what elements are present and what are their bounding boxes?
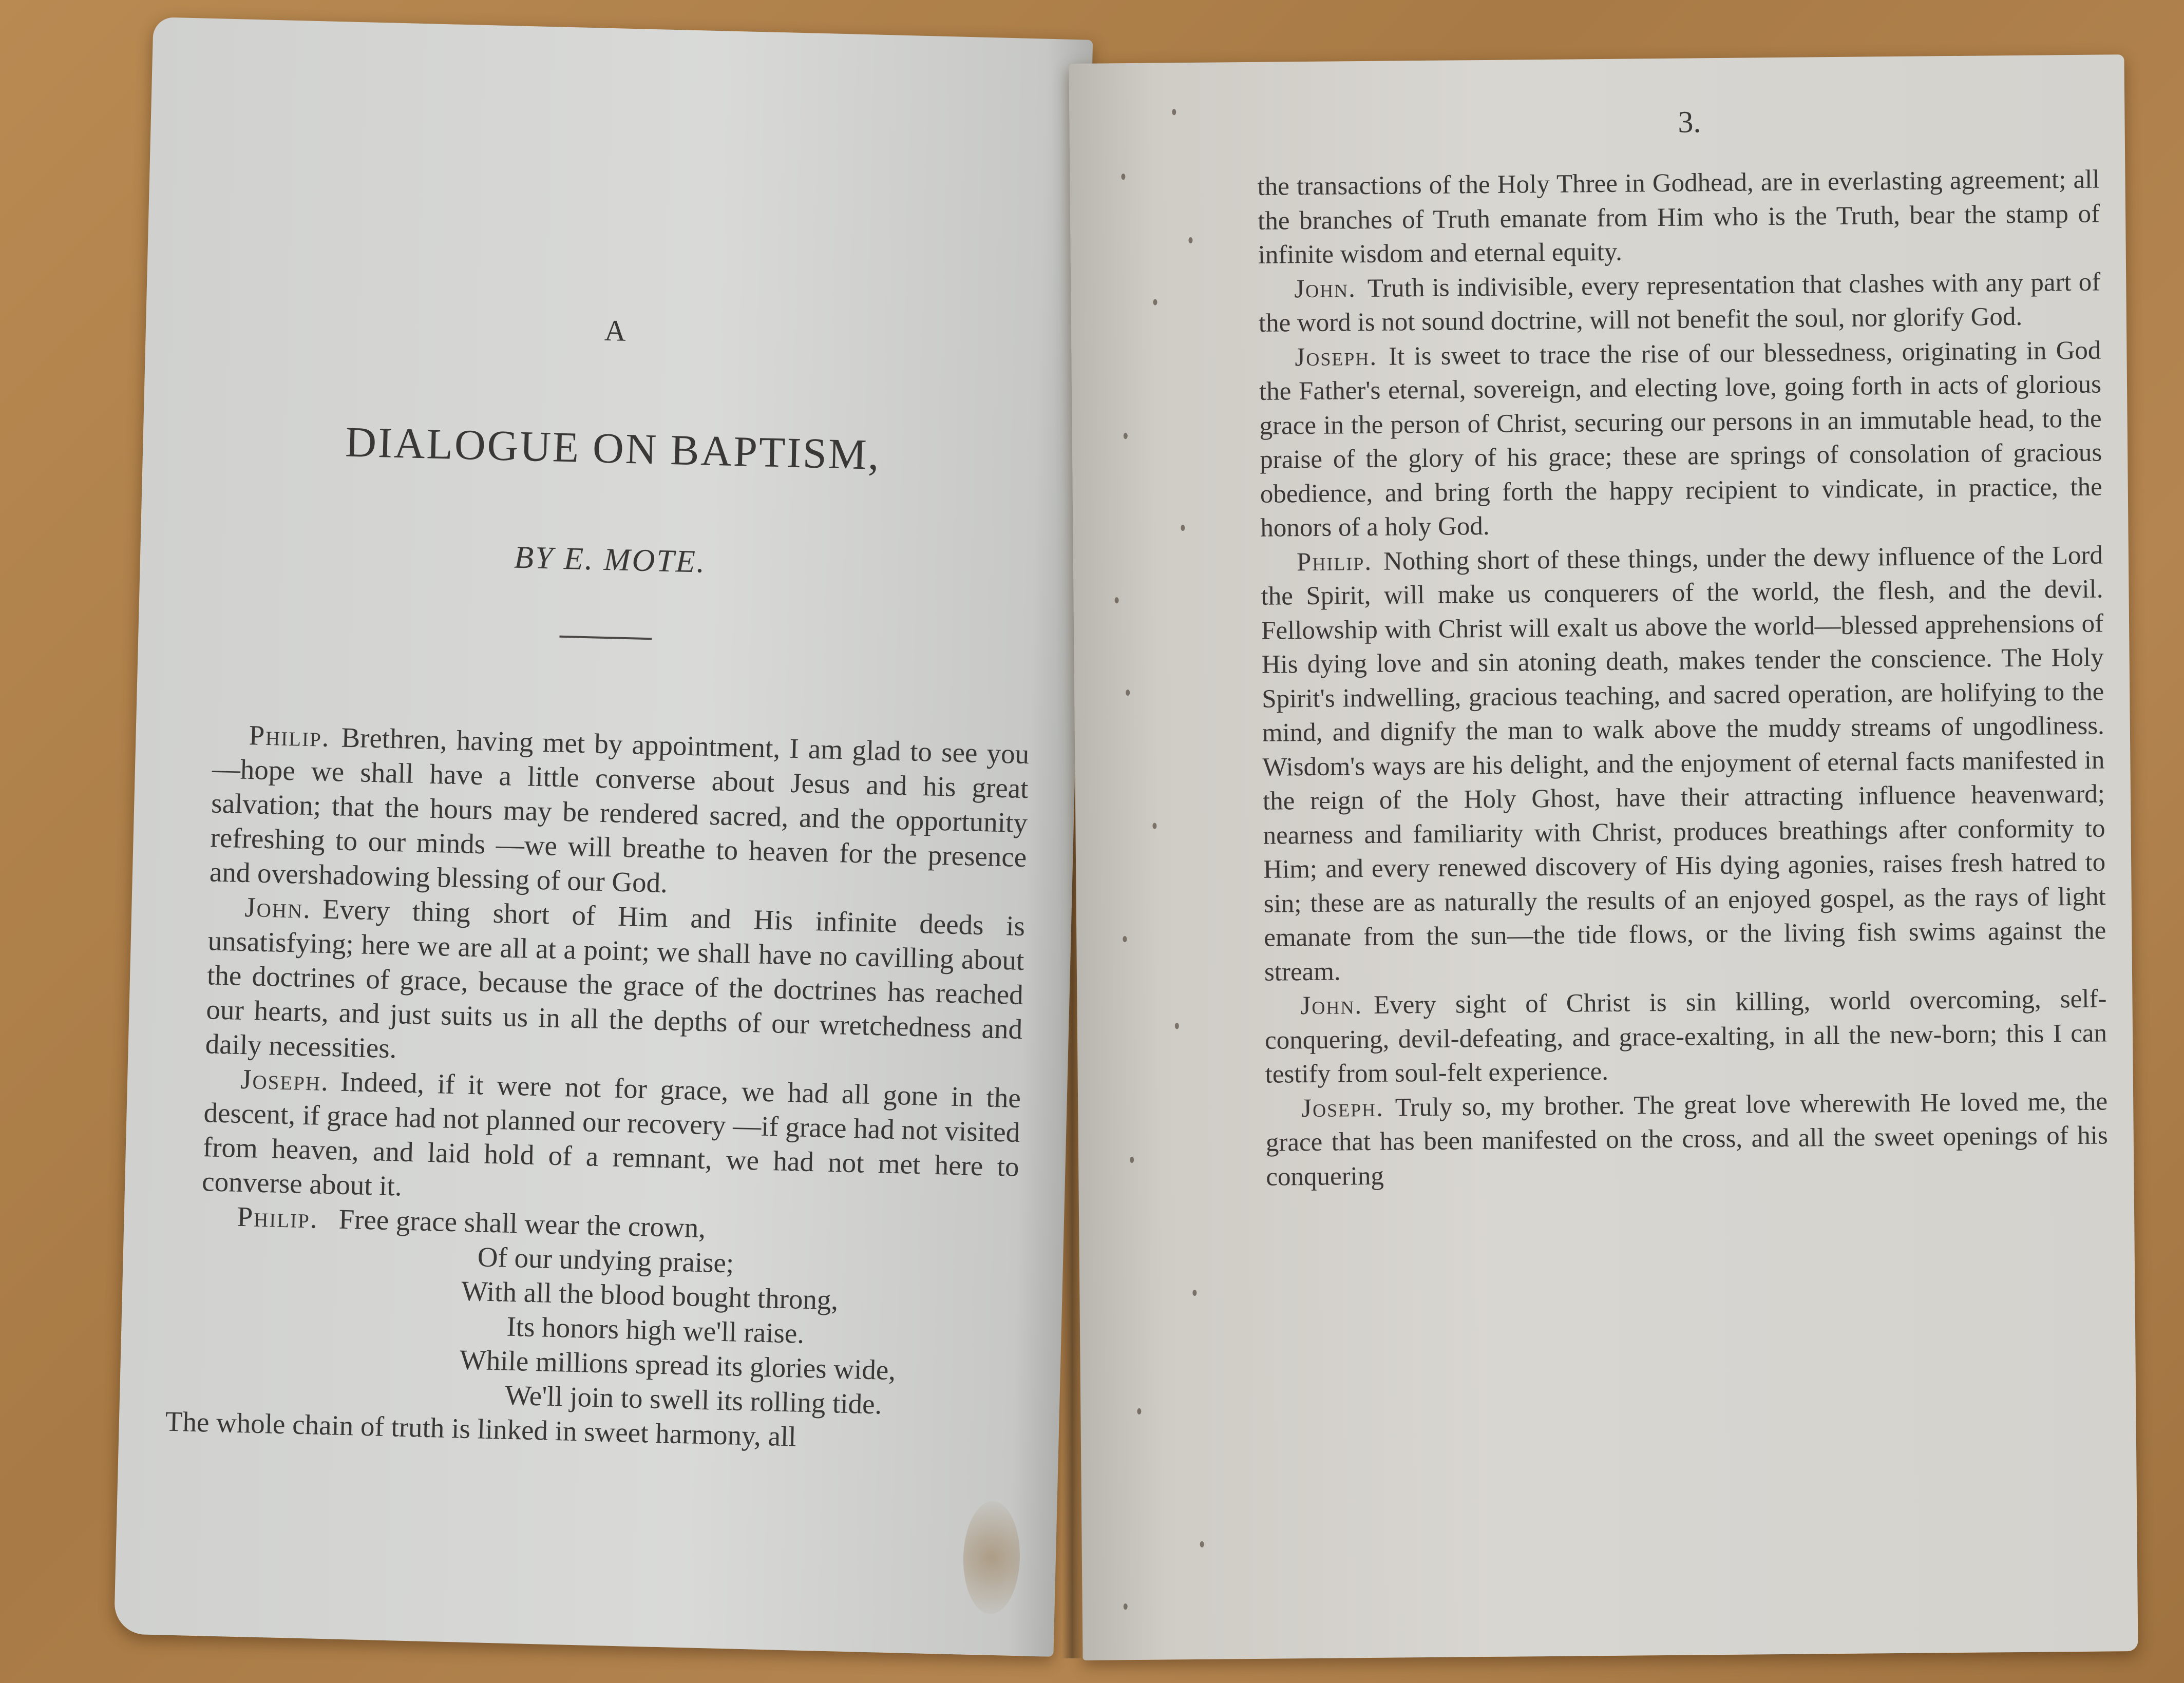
stitch-hole: [1172, 109, 1176, 115]
dialogue-paragraph: [1259, 333, 2102, 545]
title-divider: [559, 636, 652, 640]
speaker-name: John.: [1294, 274, 1357, 303]
right-page-text: [1257, 163, 2108, 1194]
paragraph-text: Every thing short of Him and His infinite deeds is unsatisfying; here we are all at a point; we shall have no cavilling about the doctrines of grace, because the grace of the doctrines has reached our hearts, and just suits us in all the depths of our wretchedness and daily necessities.: [205, 893, 1025, 1064]
paragraph-text: Truly so, my brother. The great love wherewith He loved me, the grace that has been manifested on the cross, and all the sweet openings of his conquering: [1265, 1086, 2109, 1192]
stitch-hole: [1121, 174, 1125, 180]
paragraph-text: Every sight of Christ is sin killing, world overcoming, self-conquering, devil-defeating, and grace-exalting, in all the new-born; this I can testify from soul-felt experience.: [1264, 984, 2107, 1089]
verse-line: We'll join to swell its rolling tide.: [504, 1379, 883, 1420]
stitch-hole: [1124, 433, 1128, 439]
dialogue-paragraph: [209, 717, 1030, 909]
stitch-hole: [1126, 690, 1130, 696]
stitch-hole: [1192, 1290, 1197, 1296]
dialogue-paragraph: [1261, 538, 2106, 989]
page-title: DIALOGUE ON BAPTISM,: [345, 418, 881, 479]
verse-line: Its honors high we'll raise.: [506, 1310, 805, 1349]
stitch-hole: [1200, 1541, 1204, 1547]
title-article: A: [604, 313, 628, 348]
stitch-hole: [1137, 1408, 1141, 1414]
speaker-name: Philip.: [1296, 547, 1373, 577]
verse-line: While millions spread its glories wide,: [459, 1344, 896, 1386]
speaker-name: Philip.: [248, 719, 331, 753]
stitch-hole: [1153, 299, 1157, 305]
author-line: BY E. MOTE.: [514, 540, 707, 580]
stitch-hole: [1115, 597, 1119, 603]
closing-line: The whole chain of truth is linked in sweet harmony, all: [165, 1405, 797, 1452]
verse-line: Philip. Free grace shall wear the crown,: [236, 1200, 706, 1244]
dialogue-paragraph: [1264, 982, 2107, 1092]
stitch-hole: [1123, 936, 1127, 942]
dialogue-paragraph: [1258, 265, 2101, 340]
paragraph-text: Truth is indivisible, every representation that clashes with any part of the word is not sound doctrine, will not benefit the soul, nor glorify God.: [1258, 267, 2101, 338]
dialogue-paragraph: [1265, 1084, 2109, 1194]
left-page-text: [165, 717, 1030, 1459]
speaker-name: Joseph.: [240, 1063, 330, 1097]
stitch-hole: [1124, 1603, 1128, 1610]
paragraph-text: Nothing short of these things, under the dewy influence of the Lord the Spirit, will make us conquerers of the world, the flesh, and the devil. Fellowship with Christ will exalt us above the world—blessed apprehensions of His dying love and sin atoning death, makes tender the conscience. The Holy Spirit's indwelling, gracious teaching, and sacred operation, are holifying to the mind, and dignify the man to walk above the muddy streams of ungodliness. Wisdom's ways are his delight, and the enjoyment of eternal facts manifested in the reign of the Holy Ghost, have their attracting influence heavenward; nearness and familiarity with Christ, produces breathings after conformity to Him; and every renewed discovery of His dying agonies, raises fresh hatred to sin; these are as naturally the results of an enjoyed gospel, as the rays of light emanate from the sun—the tide flows, or the living fish swims against the stream.: [1261, 540, 2106, 987]
speaker-name: Joseph.: [1295, 342, 1378, 372]
paragraph-text: Indeed, if it were not for grace, we had all gone in the descent, if grace had not planned our recovery —if grace had not visited from heaven, and laid hold of a remnant, we had not met here to converse about it.: [201, 1065, 1021, 1202]
dialogue-paragraph: [205, 889, 1025, 1081]
stitch-hole: [1175, 1023, 1179, 1029]
paragraph-text: Brethren, having met by appointment, I am glad to see you—hope we shall have a little converse about Jesus and his great salvation; that the hours may be rendered sacred, and the opportunity refreshing to our minds —we will breathe to heaven for the presence and overshadowing blessing of our God.: [209, 721, 1030, 899]
speaker-name: Joseph.: [1301, 1093, 1384, 1123]
dialogue-paragraph: [202, 1061, 1021, 1218]
left-page: [114, 17, 1093, 1657]
stitch-hole: [1130, 1157, 1134, 1163]
page-number: 3.: [1678, 105, 1701, 139]
paragraph-text: It is sweet to trace the rise of our blessedness, originating in God the Father's eternal, sovereign, and electing love, going forth in acts of glorious grace in the person of Christ, securing our persons in an immutable head, to the praise of the glory of his grace; these are springs of consolation of gracious obedience, and bring forth the happy recipient to vindicate, in practice, the honors of a holy God.: [1259, 336, 2102, 543]
speaker-name: John.: [1300, 991, 1363, 1021]
stitch-hole: [1181, 525, 1185, 531]
stitch-hole: [1188, 237, 1192, 243]
right-page: [1069, 54, 2138, 1660]
stitch-hole: [1152, 823, 1156, 829]
hymn-verse: [197, 1198, 1018, 1425]
paper-stain: [962, 1501, 1021, 1615]
verse-line: Of our undying praise;: [477, 1241, 735, 1279]
speaker-name: Philip.: [236, 1200, 319, 1234]
continuation-paragraph: the transactions of the Holy Three in Godhead, are in everlasting agreement; all the branches of Truth emanate from Him who is the Truth, bear the stamp of infinite wisdom and eternal equity.: [1257, 165, 2100, 270]
verse-line: With all the blood bought throng,: [461, 1275, 839, 1316]
speaker-name: John.: [244, 891, 312, 925]
